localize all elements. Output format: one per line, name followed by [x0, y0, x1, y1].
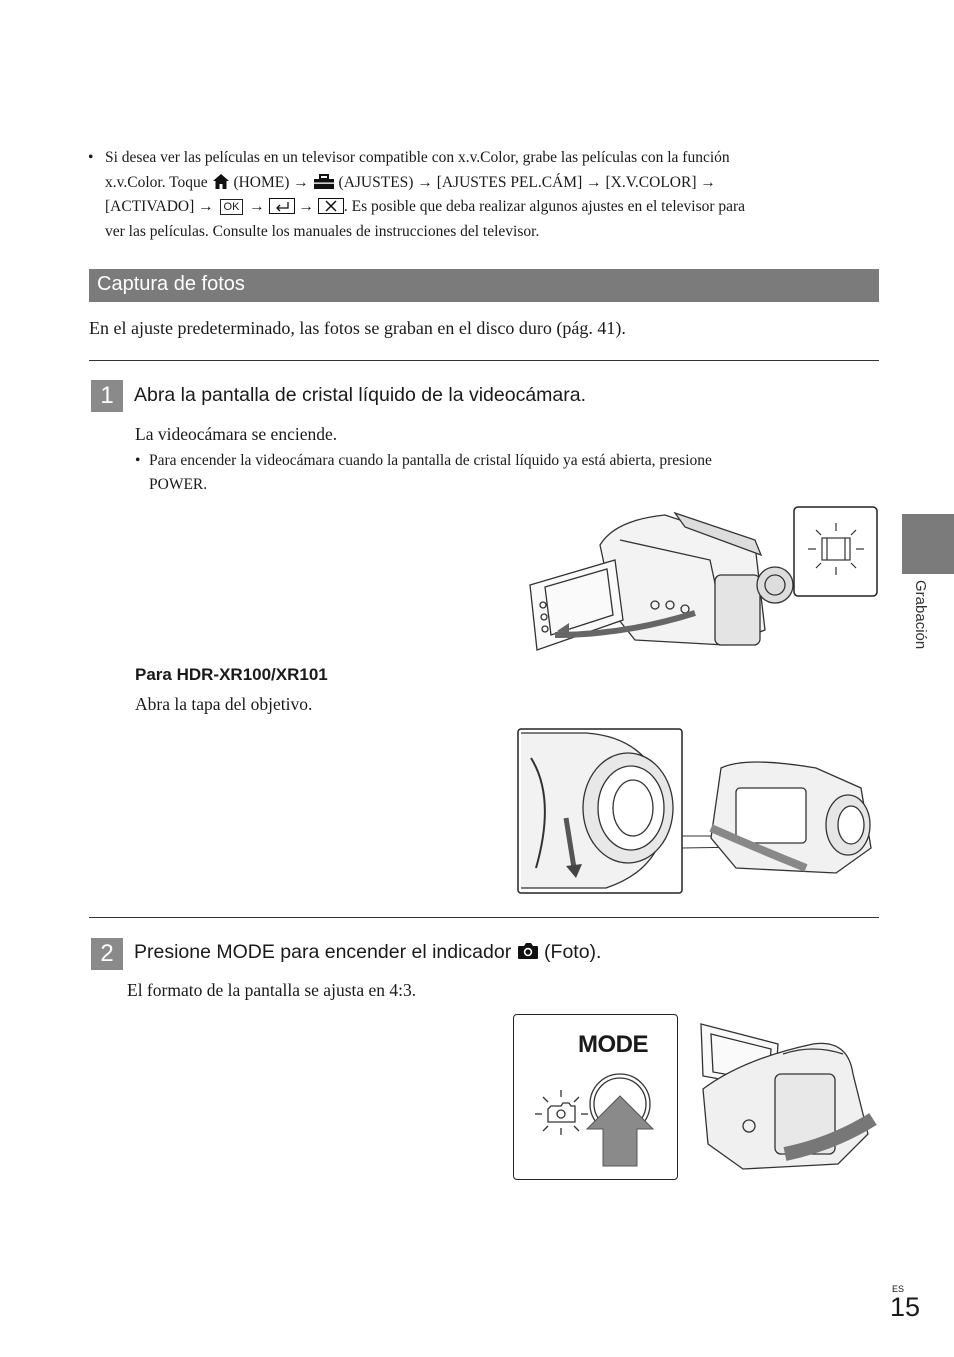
camcorder-lcd-open-illustration: [525, 505, 880, 655]
step-2-title-text: (Foto).: [544, 941, 602, 963]
model-instruction: Abra la tapa del objetivo.: [135, 694, 313, 714]
side-tab-marker: [902, 514, 954, 574]
side-tab-label: Grabación: [912, 580, 929, 650]
mode-press-illustration: [513, 1014, 878, 1180]
model-subheading: Para HDR-XR100/XR101: [135, 665, 328, 684]
side-tab: [912, 580, 932, 670]
menu-item-xvcolor: [X.V.COLOR]: [605, 173, 697, 191]
divider: [89, 360, 879, 361]
step-1-title: Abra la pantalla de cristal líquido de la videocámara.: [134, 384, 587, 406]
step-2-title-text: Presione MODE para encender el indicador: [134, 941, 512, 963]
section-title: Captura de fotos: [97, 273, 245, 295]
note-text: x.v.Color. Toque: [105, 173, 208, 191]
arrow-icon: →: [417, 173, 433, 191]
bullet-dot: •: [135, 452, 141, 469]
note-line-4: ver las películas. Consulte los manuales de instrucciones del televisor.: [105, 222, 540, 240]
home-label: (HOME): [233, 173, 290, 191]
arrow-icon: →: [249, 198, 265, 215]
menu-item-activado: [ACTIVADO]: [105, 198, 195, 215]
close-icon: [318, 198, 344, 214]
note-text: . Es posible que deba realizar algunos ajustes en el televisor para: [343, 198, 746, 215]
tv-note: [88, 146, 863, 244]
arrow-icon: →: [298, 198, 315, 215]
ok-icon: OK: [220, 199, 244, 215]
home-icon: [212, 173, 230, 190]
step-1-note-line-2: POWER.: [149, 476, 208, 493]
note-line-3: [105, 195, 863, 220]
step-2-title: [134, 941, 601, 964]
step-1-note: [135, 449, 835, 497]
ajustes-label: (AJUSTES): [338, 173, 414, 191]
arrow-icon: →: [586, 173, 602, 191]
section-header: [89, 269, 879, 302]
mode-label: MODE: [578, 1031, 648, 1058]
bullet-dot: •: [88, 149, 94, 166]
arrow-icon: →: [198, 198, 214, 215]
menu-item-ajustes-pelcam: [AJUSTES PEL.CÁM]: [436, 173, 583, 191]
arrow-icon: →: [700, 173, 716, 191]
return-icon: [269, 198, 295, 214]
step-1-description: La videocámara se enciende.: [135, 424, 338, 444]
toolbox-icon: [313, 174, 335, 190]
step-2-description: El formato de la pantalla se ajusta en 4:3.: [127, 980, 417, 1000]
arrow-icon: →: [293, 173, 309, 191]
step-2-number: 2: [91, 938, 123, 970]
note-line-1: Si desea ver las películas en un televisor compatible con x.v.Color, grabe las películas con la función: [105, 149, 730, 166]
camera-icon: [517, 942, 539, 960]
page-number: 15: [890, 1292, 921, 1322]
lens-cover-illustration: [516, 728, 878, 896]
step-1-number: 1: [91, 380, 123, 412]
language-code: ES: [892, 1284, 905, 1294]
divider: [89, 917, 879, 918]
intro-text: En el ajuste predeterminado, las fotos se graban en el disco duro (pág. 41).: [89, 318, 626, 338]
step-1-note-line-1: Para encender la videocámara cuando la pantalla de cristal líquido ya está abierta, presione: [149, 452, 712, 469]
note-line-2: [105, 171, 863, 196]
